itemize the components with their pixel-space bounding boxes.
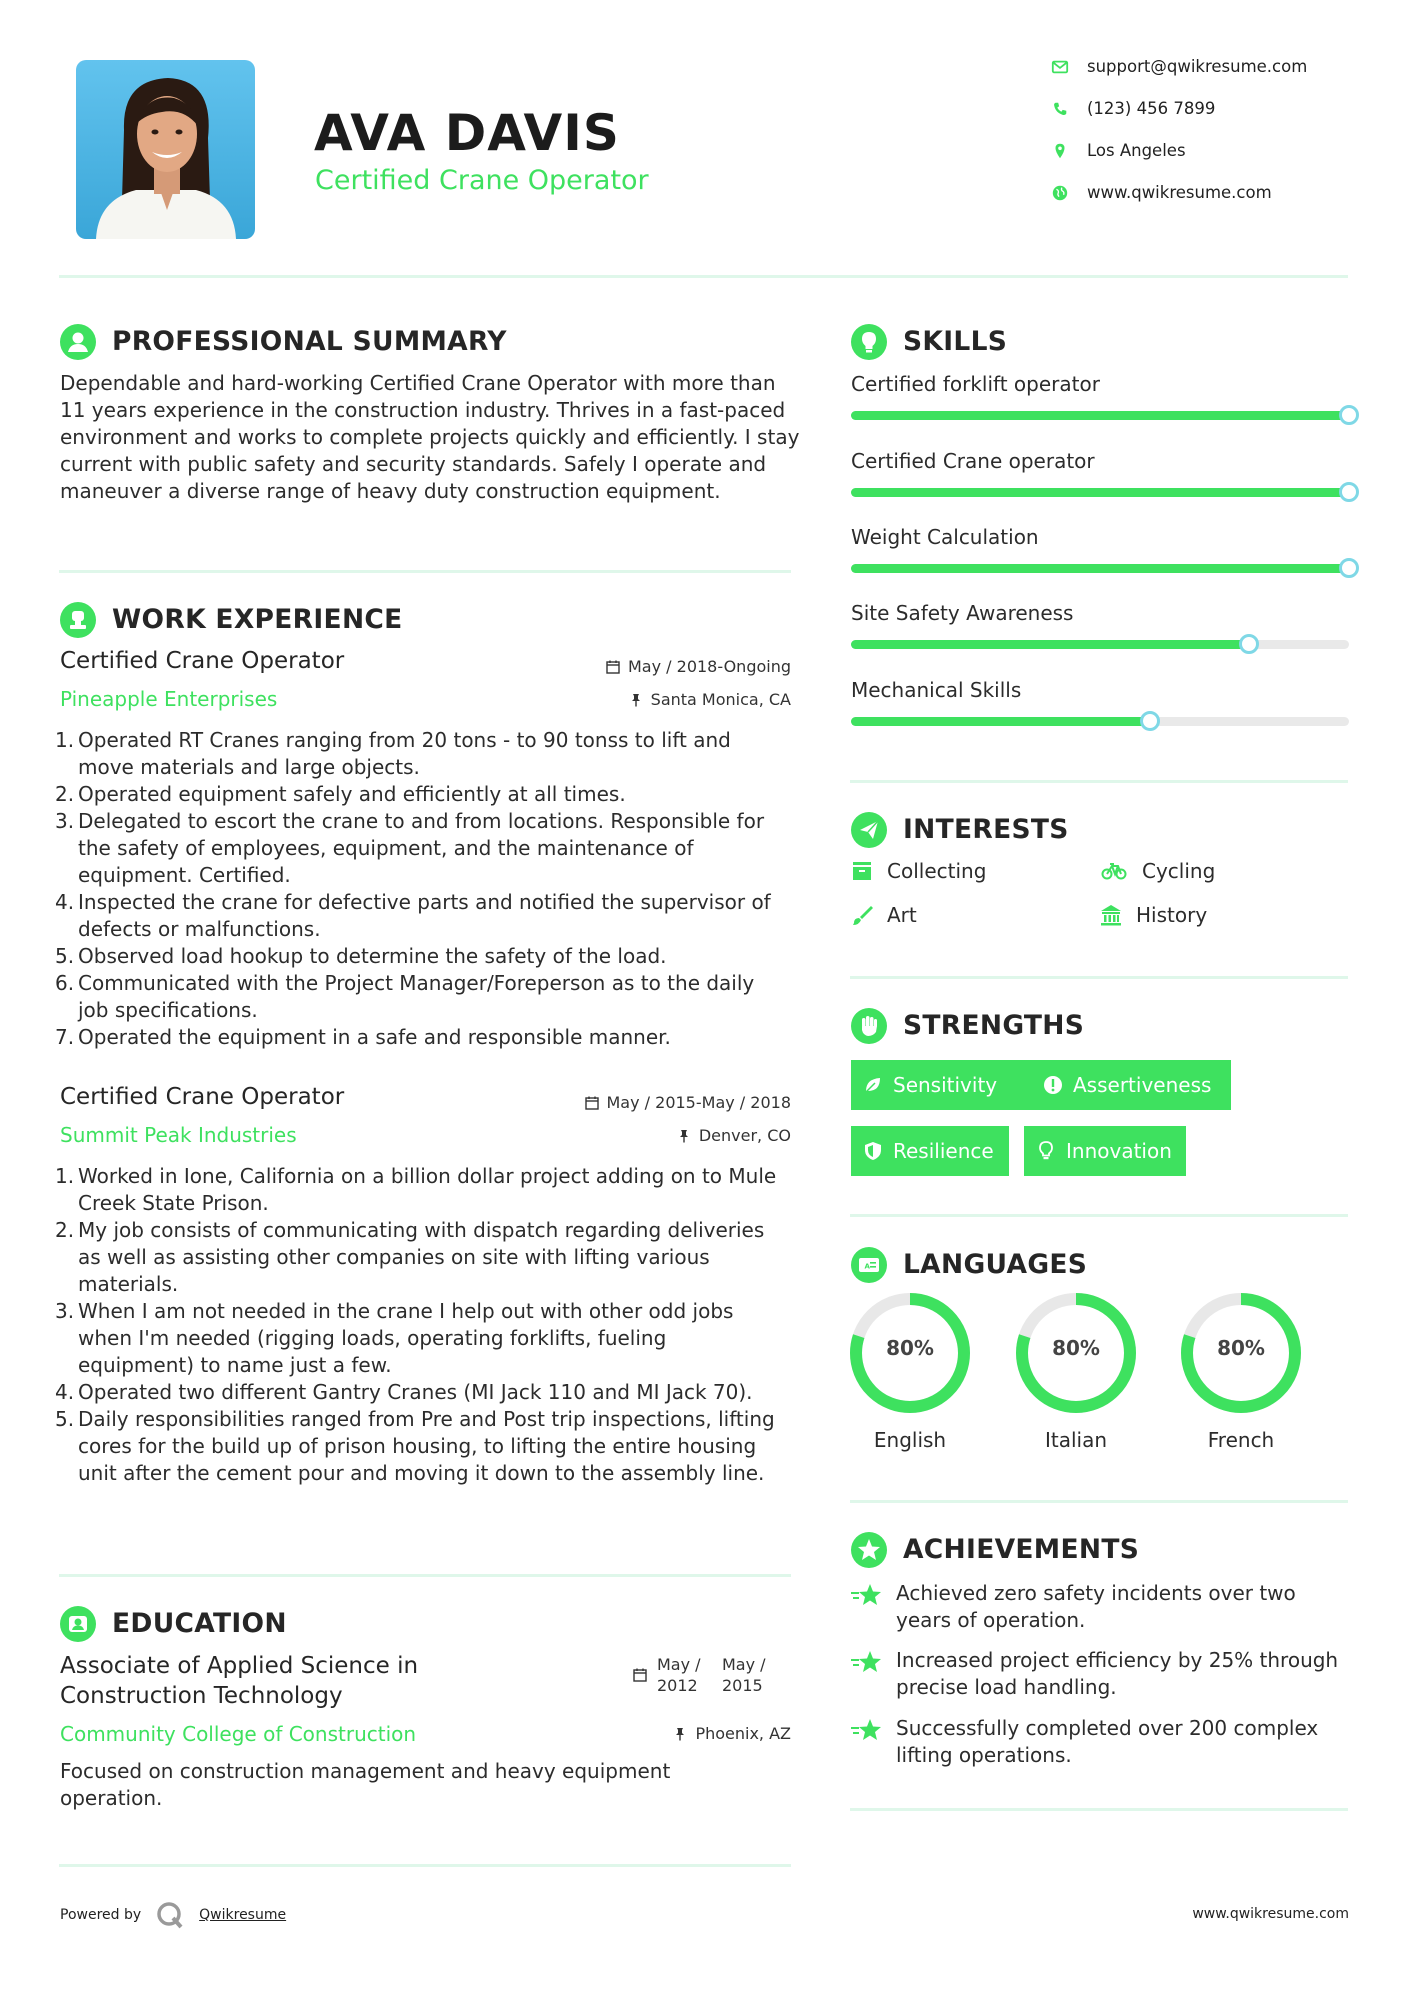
bicycle-icon (1100, 860, 1128, 882)
degree-line-2: Construction Technology (60, 1683, 343, 1709)
pushpin-icon (673, 1727, 687, 1741)
interest-label: History (1136, 903, 1208, 927)
skill-bar-fill (851, 411, 1349, 420)
list-item: 4. Inspected the crane for defective parts and notified the supervisor of defects or malfunctions. (55, 890, 771, 941)
qwikresume-logo-icon (155, 1900, 185, 1930)
skill-item (851, 524, 1351, 550)
fist-icon (851, 1008, 887, 1044)
skill-item (851, 677, 1351, 703)
edu-location (673, 1724, 791, 1743)
exclamation-icon (1043, 1075, 1063, 1095)
school-name: Community College of Construction (60, 1722, 417, 1746)
education-divider (59, 1864, 791, 1867)
pushpin-icon (677, 1129, 691, 1143)
phone-icon (1051, 100, 1069, 118)
language-name: Italian (1044, 1428, 1108, 1452)
skill-label: Weight Calculation (851, 525, 1039, 549)
strength-badge (1031, 1060, 1231, 1110)
strengths-divider (850, 1214, 1348, 1217)
skill-bar (851, 564, 1349, 573)
language-percent: 80% (886, 1336, 934, 1360)
skill-bar-fill (851, 488, 1349, 497)
star-icon (851, 1583, 883, 1607)
svg-text:A: A (864, 1262, 870, 1271)
list-item: 1. Operated RT Cranes ranging from 20 tons - to 90 tonss to lift and move materials and large objects. (55, 728, 731, 779)
languages-heading-text: LANGUAGES (903, 1249, 1088, 1280)
skill-item (851, 600, 1351, 626)
achievement-text: Achieved zero safety incidents over two years of operation. (896, 1581, 1296, 1632)
language-percent: 80% (1217, 1336, 1265, 1360)
job-dates (606, 657, 791, 676)
interest-label: Cycling (1142, 859, 1216, 883)
work-divider (59, 1574, 791, 1577)
graduate-icon (60, 1606, 96, 1642)
interests-divider (850, 976, 1348, 979)
skills-divider (850, 780, 1348, 783)
globe-icon (1051, 184, 1069, 202)
skill-bar (851, 411, 1349, 420)
achievement-text: Successfully completed over 200 complex lifting operations. (896, 1716, 1319, 1767)
language-name: English (873, 1428, 947, 1452)
paper-plane-icon (851, 812, 887, 848)
skill-bar-fill (851, 564, 1349, 573)
list-item: 5. Observed load hookup to determine the safety of the load. (55, 944, 667, 968)
strength-label: Sensitivity (893, 1073, 998, 1097)
summary-heading-text: PROFESSIONAL SUMMARY (112, 326, 507, 357)
paintbrush-icon (851, 904, 873, 926)
interests-heading-text: INTERESTS (903, 814, 1069, 845)
list-item: 3. When I am not needed in the crane I help out with other odd jobs when I'm needed (rigging loads, operating forklifts, fueling equipment) to name just a few. (55, 1299, 734, 1377)
strength-label: Innovation (1066, 1139, 1172, 1163)
list-item: 4. Operated two different Gantry Cranes (MI Jack 110 and MI Jack 70). (55, 1380, 753, 1404)
work-heading-text: WORK EXPERIENCE (112, 604, 403, 635)
list-item: 1. Worked in Ione, California on a billion dollar project adding on to Mule Creek State Prison. (55, 1164, 777, 1215)
contact-email-text: support@qwikresume.com (1087, 57, 1308, 76)
contact-phone-text: (123) 456 7899 (1087, 99, 1216, 118)
lightbulb-icon (851, 324, 887, 360)
lightbulb-icon (1036, 1141, 1056, 1161)
collecting-icon (851, 860, 873, 882)
strengths-heading-text: STRENGTHS (903, 1010, 1085, 1041)
skill-bar (851, 717, 1349, 726)
edu-end-date: May / 2015 (722, 1655, 766, 1695)
footer-website[interactable]: www.qwikresume.com (1192, 1906, 1349, 1922)
interest-label: Art (887, 903, 917, 927)
list-item: 2. My job consists of communicating with dispatch regarding deliveries as well as assisting other companies on site with lifting various materials. (55, 1218, 765, 1296)
job-location-text: Denver, CO (698, 1126, 791, 1145)
job-company: Summit Peak Industries (60, 1123, 297, 1147)
skill-bar (851, 640, 1349, 649)
job-dates-text: May / 2018-Ongoing (628, 657, 791, 676)
job-location-text: Santa Monica, CA (650, 690, 791, 709)
language-item (849, 1292, 971, 1452)
skill-label: Certified forklift operator (851, 372, 1100, 396)
star-icon (851, 1718, 883, 1742)
degree-line-1: Associate of Applied Science in (60, 1653, 419, 1679)
summary-divider (59, 570, 791, 573)
interest-item (851, 903, 917, 927)
skill-item (851, 448, 1351, 474)
job-company: Pineapple Enterprises (60, 687, 278, 711)
job-title: Certified Crane Operator (60, 648, 345, 674)
skills-heading-text: SKILLS (903, 326, 1008, 357)
job-location (677, 1126, 791, 1145)
candidate-name: AVA DAVIS (314, 104, 620, 162)
qwikresume-link[interactable]: Qwikresume (199, 1907, 287, 1923)
interest-item (851, 859, 986, 883)
summary-text: Dependable and hard-working Certified Crane Operator with more than 11 years experience in the construction industry. Thrives in a fast-paced environment and works to complete projects quickly and efficiently. I stay current with public safety and security standards. Safely I operate and maneuver a diverse range of heavy duty construction equipment. (60, 371, 800, 503)
location-pin-icon (1051, 142, 1069, 160)
calendar-icon (606, 660, 620, 674)
strength-badge (851, 1126, 1009, 1176)
languages-divider (850, 1500, 1348, 1503)
contact-location-text: Los Angeles (1087, 141, 1186, 160)
header-divider (59, 275, 1348, 278)
interest-label: Collecting (887, 859, 987, 883)
email-icon (1051, 58, 1069, 76)
footer-powered-by (60, 1900, 286, 1930)
skill-bar-fill (851, 717, 1150, 726)
job-dates-text: May / 2015-May / 2018 (606, 1093, 791, 1112)
language-percent: 80% (1052, 1336, 1100, 1360)
skill-bar-knob[interactable] (1339, 558, 1359, 578)
skill-bar-knob[interactable] (1140, 711, 1160, 731)
strength-label: Resilience (893, 1139, 994, 1163)
strength-label: Assertiveness (1073, 1073, 1212, 1097)
list-item: 7. Operated the equipment in a safe and responsible manner. (55, 1025, 671, 1049)
calendar-icon (585, 1096, 599, 1110)
language-item (1015, 1292, 1137, 1452)
skill-label: Site Safety Awareness (851, 601, 1074, 625)
job-bullets (55, 727, 780, 1051)
strength-badge (851, 1060, 1031, 1110)
profile-photo (76, 60, 255, 239)
job-title: Certified Crane Operator (60, 1084, 345, 1110)
interest-item (1100, 859, 1215, 883)
skill-bar (851, 488, 1349, 497)
skill-label: Certified Crane operator (851, 449, 1095, 473)
job-dates (585, 1093, 792, 1112)
star-icon (851, 1650, 883, 1674)
pushpin-icon (629, 693, 643, 707)
education-heading-text: EDUCATION (112, 1608, 287, 1639)
powered-by-label: Powered by (60, 1907, 142, 1923)
achievements-divider (850, 1808, 1348, 1811)
list-item: 3. Delegated to escort the crane to and from locations. Responsible for the safety of employees, equipment, and the maintenance of equipment. Certified. (55, 809, 765, 887)
leaf-icon (863, 1075, 883, 1095)
candidate-title: Certified Crane Operator (315, 165, 649, 196)
achievement-text: Increased project efficiency by 25% through precise load handling. (896, 1648, 1339, 1699)
skill-bar-fill (851, 640, 1249, 649)
skill-bar-knob[interactable] (1239, 634, 1259, 654)
language-item (1180, 1292, 1302, 1452)
edu-start-date: May / 2012 (657, 1655, 701, 1695)
language-card-icon (851, 1247, 887, 1283)
star-badge-icon (851, 1532, 887, 1568)
skill-label: Mechanical Skills (851, 678, 1022, 702)
list-item: 6. Communicated with the Project Manager/Foreperson as to the daily job specifications. (55, 971, 755, 1022)
achievements-heading-text: ACHIEVEMENTS (903, 1534, 1140, 1565)
job-location (629, 690, 791, 709)
list-item: 5. Daily responsibilities ranged from Pre and Post trip inspections, lifting cores for the build up of prison housing, to lifting the entire housing unit after the cement pour and moving it down to the assembly line. (55, 1407, 775, 1485)
education-description: Focused on construction management and heavy equipment operation. (60, 1759, 671, 1810)
edu-location-text: Phoenix, AZ (695, 1724, 791, 1743)
briefcase-icon (60, 602, 96, 638)
user-icon (60, 324, 96, 360)
job-bullets (55, 1163, 780, 1487)
strength-badge (1024, 1126, 1186, 1176)
shield-icon (863, 1141, 883, 1161)
language-name: French (1207, 1428, 1275, 1452)
skill-bar-knob[interactable] (1339, 482, 1359, 502)
skill-item (851, 371, 1351, 397)
skill-bar-knob[interactable] (1339, 405, 1359, 425)
interest-item (1100, 903, 1207, 927)
contact-website-text: www.qwikresume.com (1087, 183, 1272, 202)
list-item: 2. Operated equipment safely and efficiently at all times. (55, 782, 626, 806)
calendar-icon (633, 1668, 647, 1682)
museum-icon (1100, 904, 1122, 926)
